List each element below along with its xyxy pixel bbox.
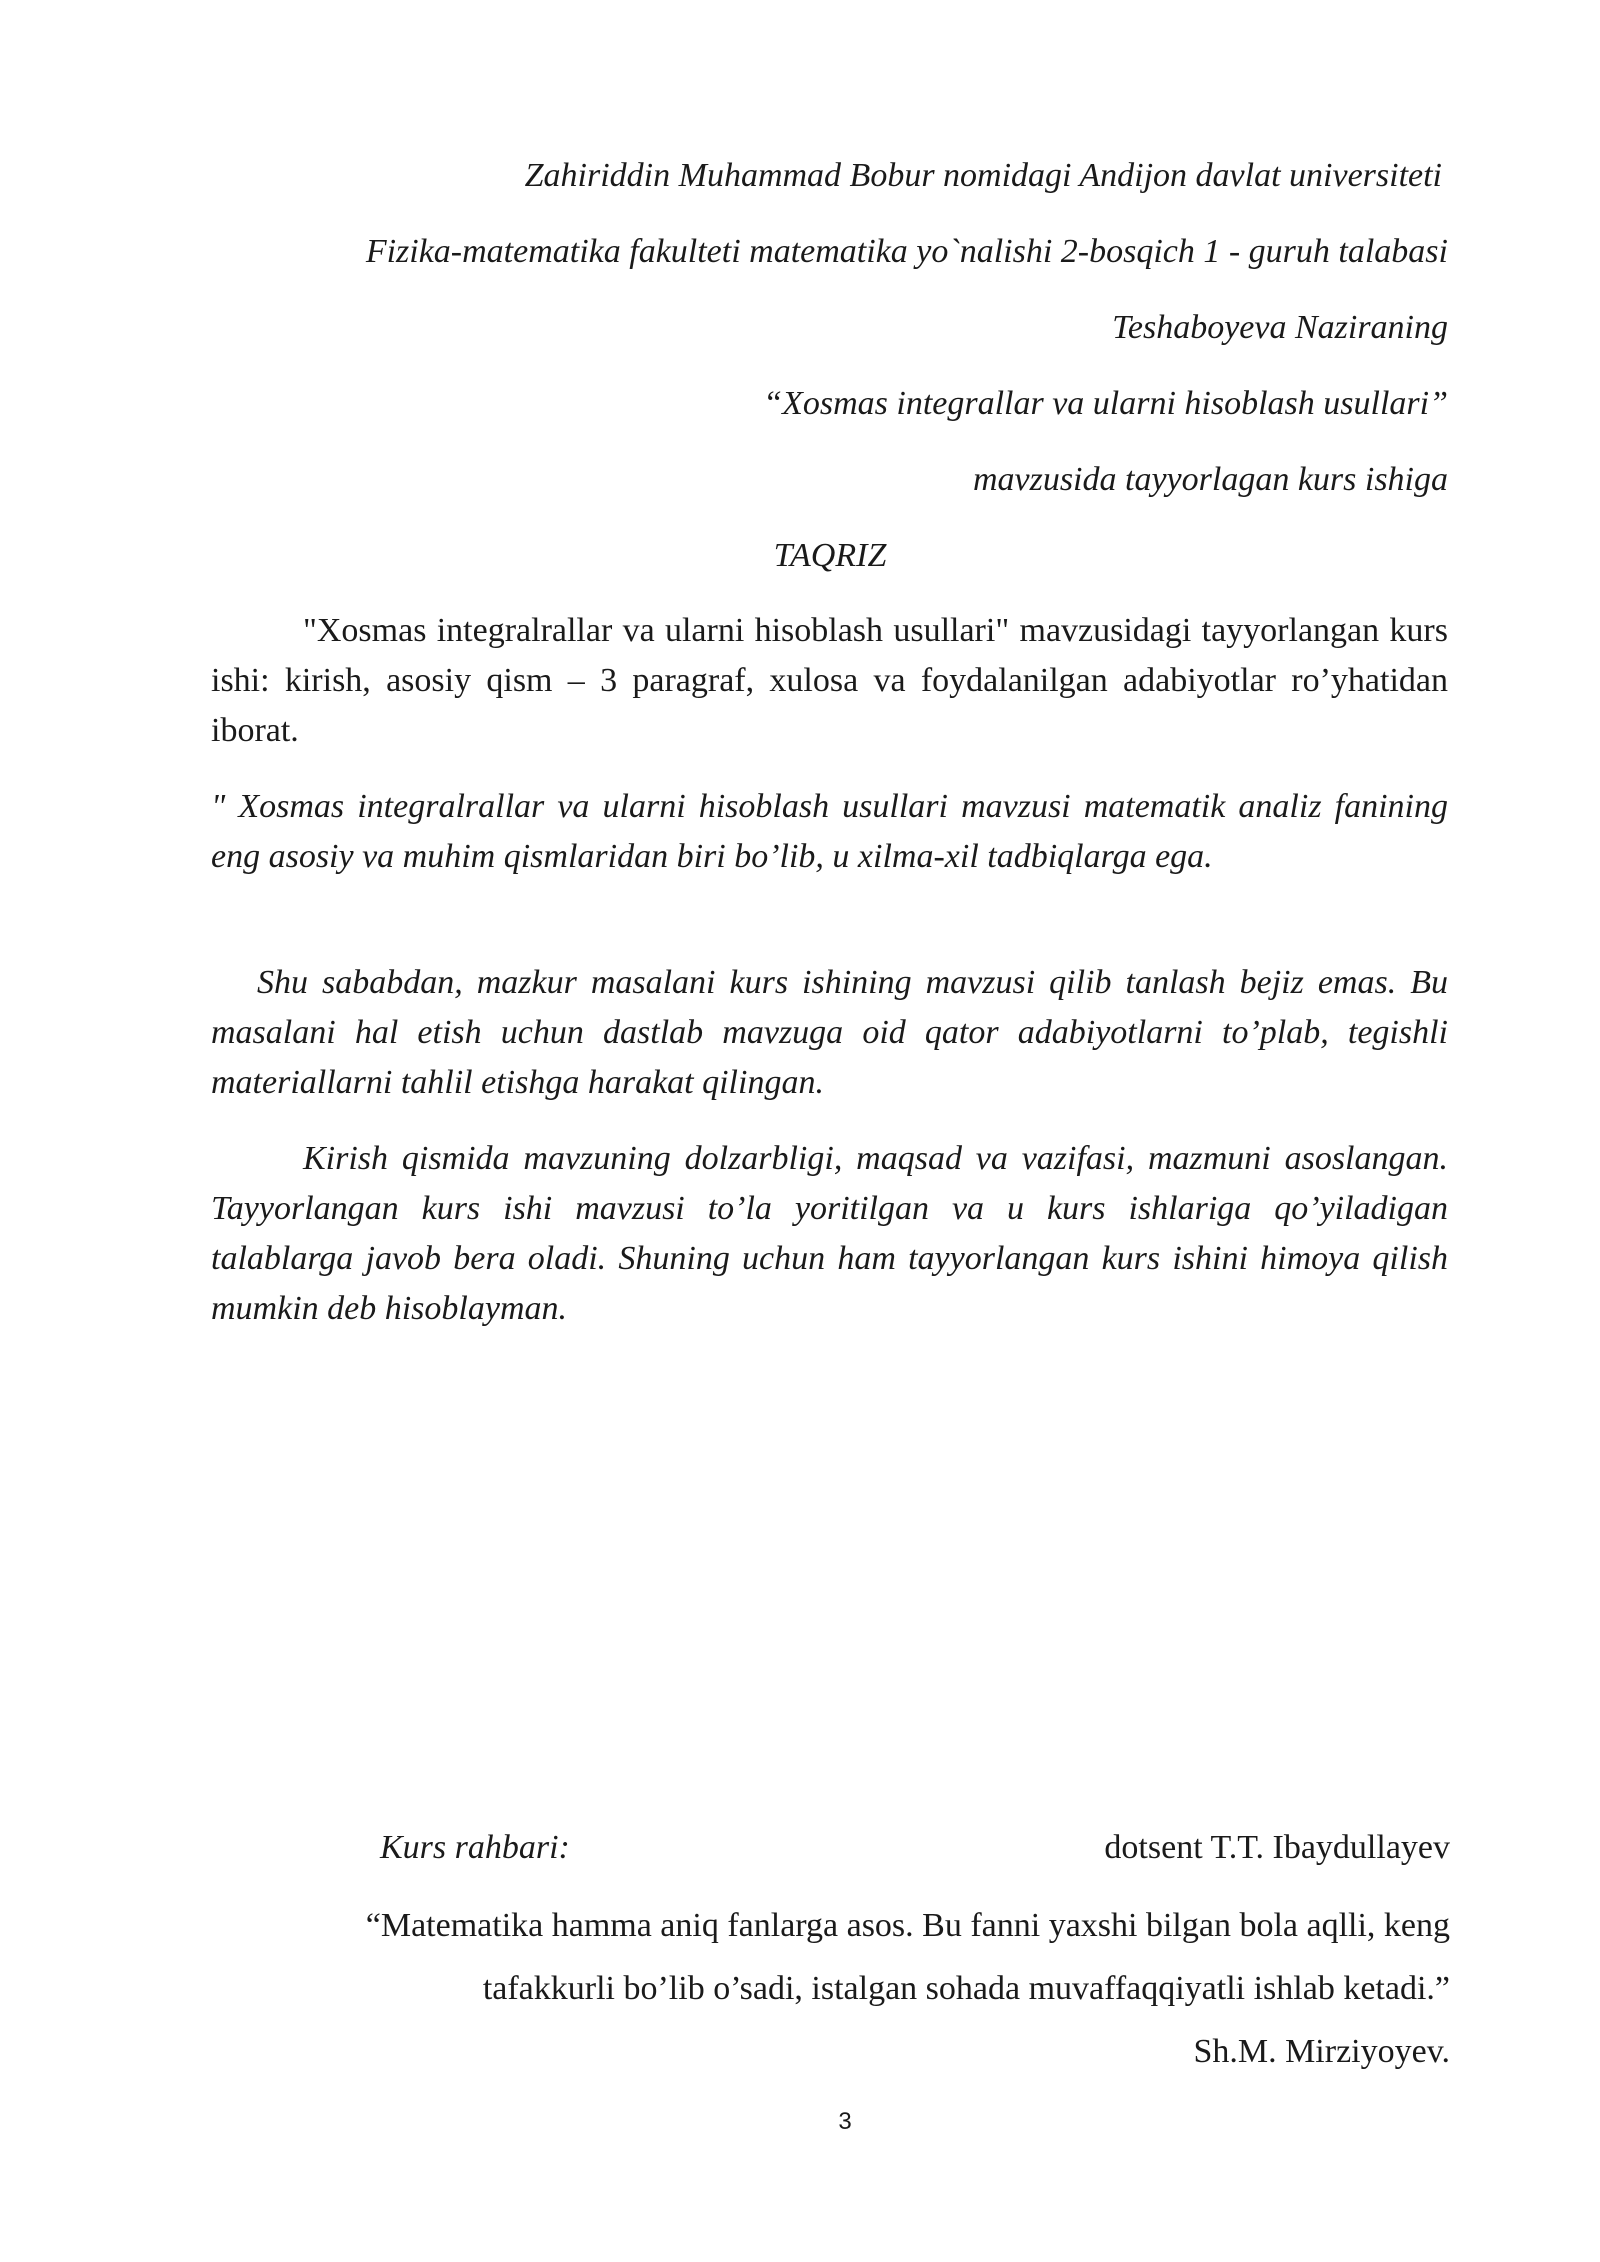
paragraph-4: Kirish qismida mavzuning dolzarbligi, maqsad va vazifasi, mazmuni asoslangan. Tayyorlangan kurs ishi mavzusi to’la yoritilgan va u kurs ishlariga qo’yiladigan talablarga javob bera oladi. Shuning uchun ham tayyorlangan kurs ishini himoya qilish mumkin deb hisoblayman. — [211, 1140, 1448, 1327]
quote-line-1: “Matematika hamma aniq fanlarga asos. Bu fanni yaxshi bilgan bola aqlli, keng — [365, 1907, 1450, 1944]
quote-line-2: tafakkurli bo’lib o’sadi, istalgan sohada muvaffaqqiyatli ishlab ketadi.” — [482, 1970, 1450, 2007]
paragraph-2: " Xosmas integralrallar va ularni hisoblash usullari mavzusi matematik analiz fanining eng asosiy va muhim qismlaridan biri bo’lib, u xilma-xil tadbiqlarga ega. — [211, 788, 1448, 875]
paragraph-1: "Xosmas integralrallar va ularni hisoblash usullari" mavzusidagi tayyorlangan kurs ishi: kirish, asosiy qism – 3 paragraf, xulosa va foydalanilgan adabiyotlar ro’yhatidan iborat. — [211, 612, 1448, 749]
quote-author: Sh.M. Mirziyoyev. — [1193, 2033, 1450, 2070]
document-title: TAQRIZ — [773, 537, 887, 574]
student-name-line: Teshaboyeva Naziraning — [1112, 309, 1448, 346]
page-number: 3 — [838, 2108, 852, 2135]
supervisor-label: Kurs rahbari: — [380, 1829, 570, 1866]
faculty-line: Fizika-matematika fakulteti matematika yo`nalishi 2-bosqich 1 - guruh talabasi — [365, 233, 1448, 270]
university-line: Zahiriddin Muhammad Bobur nomidagi Andijon davlat universiteti — [524, 157, 1442, 194]
topic-suffix-line: mavzusida tayyorlagan kurs ishiga — [972, 461, 1448, 498]
supervisor-name: dotsent T.T. Ibaydullayev — [1104, 1829, 1450, 1866]
topic-line: “Xosmas integrallar va ularni hisoblash usullari” — [763, 385, 1448, 422]
paragraph-3: Shu sababdan, mazkur masalani kurs ishining mavzusi qilib tanlash bejiz emas. Bu masalani hal etish uchun dastlab mavzuga oid qator adabiyotlarni to’plab, tegishli materiallarni tahlil etishga harakat qilingan. — [211, 964, 1448, 1101]
